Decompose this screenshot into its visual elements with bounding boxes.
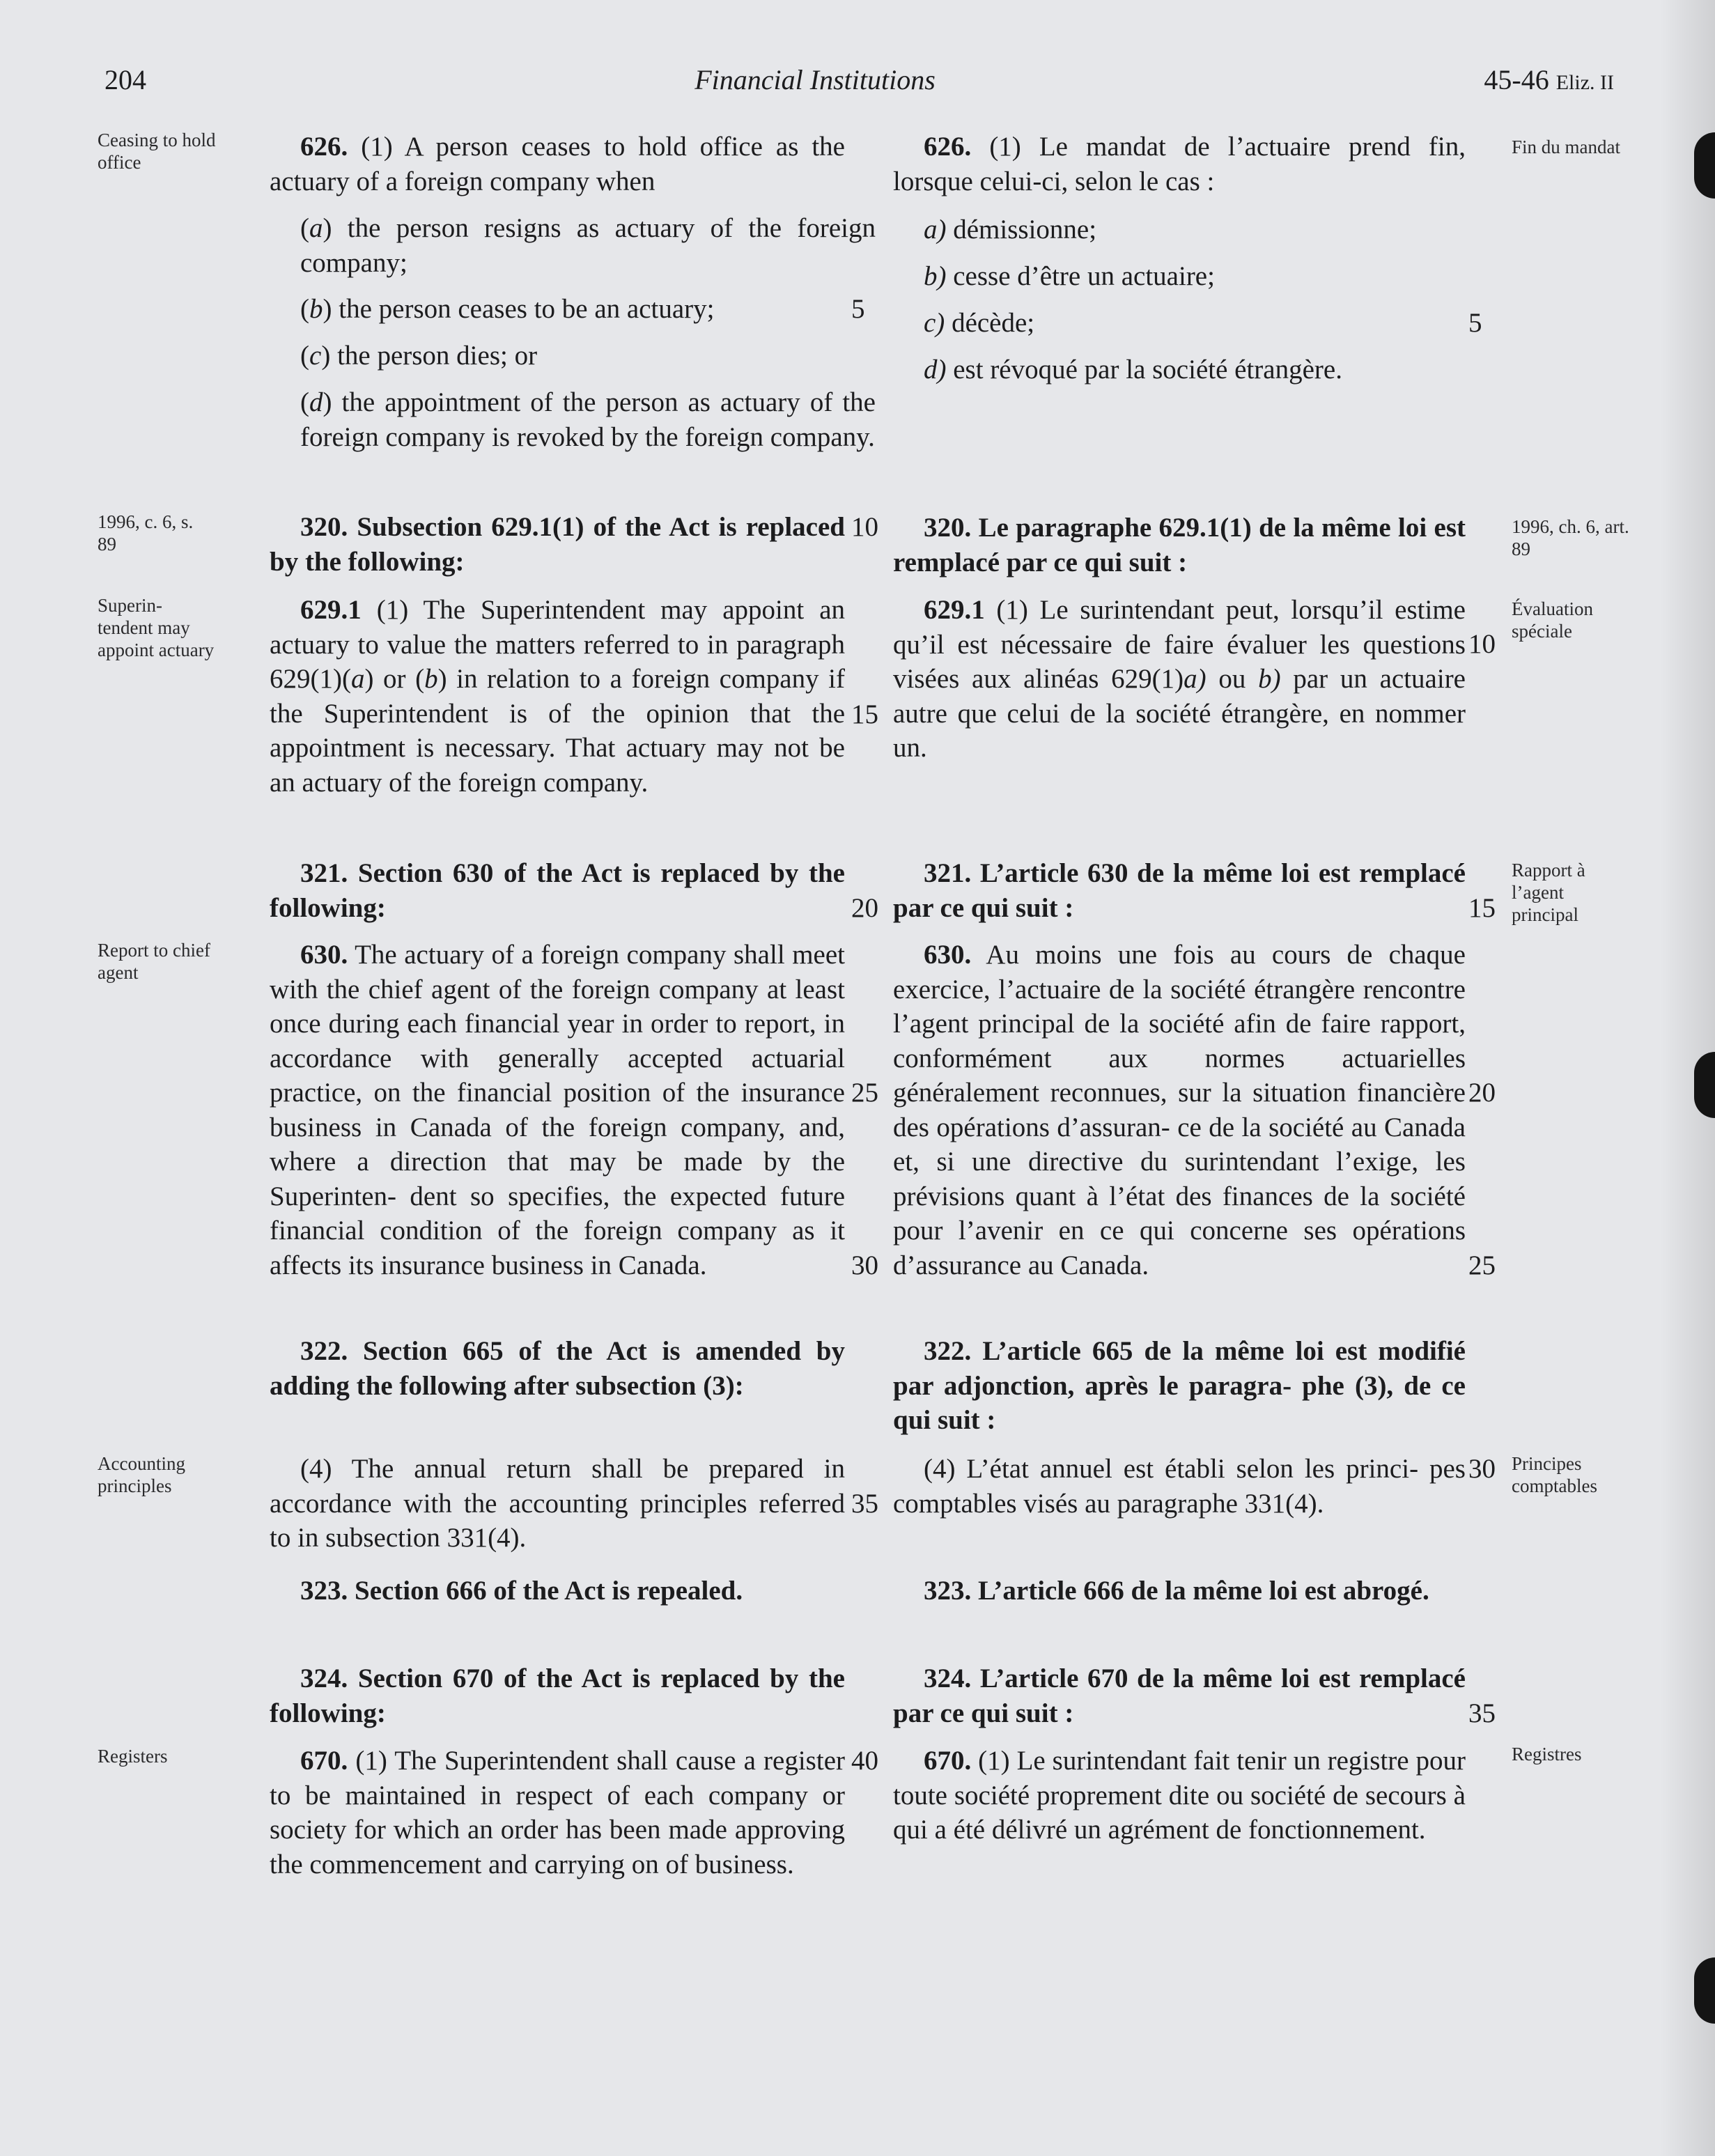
fr-heading-321: 321. L’article 630 de la même loi est remplacé par ce qui suit : (893, 858, 1466, 923)
en-heading-324: 324. Section 670 of the Act is replaced by the following: (270, 1663, 845, 1728)
en-626-item-c: (c) the person dies; or (300, 341, 538, 371)
line-number: 35 (851, 1489, 878, 1519)
line-number: 35 (1468, 1698, 1496, 1728)
fr-heading-324: 324. L’article 670 de la même loi est remplacé par ce qui suit : (893, 1663, 1466, 1728)
fr-629-1-text-part1: (1) Le surintendant peut, lorsqu’il estime qu’il est nécessaire de faire évaluer les questions visées aux alinéas 629(1) (893, 595, 1466, 694)
line-number: 20 (851, 893, 878, 923)
fr-section-626 (893, 130, 1466, 199)
line-number: 25 (1468, 1250, 1496, 1280)
fr-629-1-para-b: b) (1258, 664, 1281, 694)
line-number: 5 (1468, 308, 1482, 338)
fr-626-a-letter: a) (924, 215, 947, 245)
line-number: 30 (1468, 1454, 1496, 1484)
margin-note-accounting: Accounting principles (98, 1453, 185, 1496)
margin-note-1996-ch6: 1996, ch. 6, art. 89 (1512, 516, 1629, 559)
fr-section-629-1 (893, 593, 1466, 766)
margin-note-evaluation: Évaluation spéciale (1512, 598, 1593, 642)
fr-626-item-d (893, 352, 1496, 387)
en-heading-320: 320. Subsection 629.1(1) of the Act is replaced by the following: (270, 512, 845, 577)
margin-note-superintendent: Superin- tendent may appoint actuary (98, 595, 215, 660)
fr-subsection-665-4: (4) L’état annuel est établi selon les princi- pes comptables visés au paragraphe 331(4). (893, 1454, 1466, 1519)
fr-626-b-text: cesse d’être un actuaire; (946, 261, 1215, 291)
line-number: 15 (851, 699, 878, 729)
margin-note-registres: Registres (1512, 1744, 1582, 1765)
en-626-b-text: the person ceases to be an actuary; (332, 294, 715, 324)
en-626-a-text: the person resigns as actuary of the foreign company; (300, 213, 876, 278)
en-section-626-number: 626. (300, 132, 348, 162)
margin-note-report: Report to chief agent (98, 940, 210, 983)
en-626-c-letter: c (309, 341, 322, 371)
en-heading-321: 321. Section 630 of the Act is replaced by the following: (270, 858, 845, 923)
line-number: 5 (851, 294, 865, 324)
fr-626-b-letter: b) (924, 261, 947, 291)
en-section-629-1-number: 629.1 (300, 595, 362, 625)
fr-section-629-1-number: 629.1 (924, 595, 985, 625)
en-section-630-number: 630. (300, 940, 348, 970)
en-626-item-b: (b) the person ceases to be an actuary; (300, 294, 715, 324)
en-section-629-1 (270, 593, 845, 800)
fr-626-item-c (893, 306, 1496, 341)
en-629-1-para-a: a (350, 664, 365, 694)
en-section-670-text: (1) The Superintendent shall cause a register to be maintained in respect of each company or society for which an order has been made approving the commencement and carrying on of business. (270, 1746, 845, 1879)
session-number: 45-46 (1484, 64, 1556, 95)
en-629-1-text-part2: ) or ( (364, 664, 425, 694)
fr-section-626-intro: (1) Le mandat de l’actuaire prend fin, lorsque celui-ci, selon le cas : (893, 132, 1466, 196)
line-number: 20 (1468, 1078, 1496, 1108)
en-629-1-para-b: b (424, 664, 438, 694)
en-section-630-text: The actuary of a foreign company shall meet with the chief agent of the foreign company at least once during each financial year in order to report, in accordance with generally accepted actuarial practice, on the financial position of the insurance business in Canada of the foreign company, and, where a direction that may be made by the Superinten- dent so specifies, the expected future financial condition of the foreign company as it affects its insurance business in Canada. (270, 940, 845, 1280)
fr-section-670 (893, 1744, 1466, 1847)
line-number: 10 (1468, 629, 1496, 659)
fr-629-1-text-part2: ou (1206, 664, 1259, 694)
binder-hole-icon (1694, 1052, 1715, 1118)
en-626-a-letter: a (309, 213, 323, 243)
fr-629-1-text-part3: par un actuaire autre que celui de la société étrangère, en nommer un. (893, 664, 1466, 763)
en-heading-322: 322. Section 665 of the Act is amended by adding the following after subsection (3): (270, 1336, 845, 1401)
line-number: 15 (1468, 893, 1496, 923)
fr-629-1-para-a: a) (1184, 664, 1206, 694)
line-number: 25 (851, 1078, 878, 1108)
line-number: 10 (851, 512, 878, 542)
en-629-1-text-part1: (1) The Superintendent may appoint an actuary to value the matters referred to in paragraph 629(1)( (270, 595, 845, 694)
page-number: 204 (104, 64, 146, 95)
en-626-b-letter: b (309, 294, 323, 324)
en-section-670-number: 670. (300, 1746, 348, 1776)
margin-note-ceasing: Ceasing to hold office (98, 130, 216, 173)
margin-note-principes: Principes comptables (1512, 1453, 1597, 1496)
en-626-item-a: (a) the person resigns as actuary of the foreign company; (300, 213, 876, 278)
en-section-626 (270, 130, 845, 199)
margin-note-rapport: Rapport à l’agent principal (1512, 860, 1585, 925)
en-heading-323: 323. Section 666 of the Act is repealed. (300, 1576, 743, 1606)
fr-section-670-number: 670. (924, 1746, 972, 1776)
en-626-d-text: the appointment of the person as actuary of the foreign company is revoked by the foreign company. (300, 387, 876, 452)
margin-note-fin-du-mandat: Fin du mandat (1512, 137, 1620, 157)
fr-626-item-b (893, 259, 1496, 294)
fr-section-670-text: (1) Le surintendant fait tenir un registre pour toute société proprement dite ou société de secours à qui a été délivré un agrément de fonctionnement. (893, 1746, 1466, 1845)
fr-heading-320: 320. Le paragraphe 629.1(1) de la même loi est remplacé par ce qui suit : (893, 513, 1466, 577)
fr-626-c-text: décède; (945, 308, 1035, 338)
en-section-626-intro: (1) A person ceases to hold office as the actuary of a foreign company when (270, 132, 845, 196)
en-section-670 (270, 1744, 845, 1882)
fr-626-c-letter: c) (924, 308, 945, 338)
margin-note-1996-c6: 1996, c. 6, s. 89 (98, 511, 194, 554)
en-subsection-665-4: (4) The annual return shall be prepared in accordance with the accounting principles referred to in subsection 331(4). (270, 1454, 845, 1553)
running-title: Financial Institutions (694, 64, 936, 95)
line-number: 30 (851, 1250, 878, 1280)
fr-626-a-text: démissionne; (946, 215, 1097, 245)
binder-hole-icon (1694, 132, 1715, 199)
fr-section-630-text: Au moins une fois au cours de chaque exercice, l’actuaire de la société étrangère rencontre l’agent principal de la société afin de faire rapport, conformément aux normes actuarielles généralement reconnues, sur la situation financière des opérations d’assuran- ce de la société au Canada et, si une directive du surintendant l’exige, les prévisions quant à l’état des finances de la société pour l’avenir en ce qui concerne ses opérations d’assurance au Canada. (893, 940, 1466, 1280)
line-number: 40 (851, 1746, 878, 1776)
fr-section-630-number: 630. (924, 940, 972, 970)
en-629-1-text-part3: ) in relation to a foreign company if the Superintendent is of the opinion that the appointment is necessary. That actuary may not be an actuary of the foreign company. (270, 664, 845, 798)
fr-section-630 (893, 938, 1466, 1282)
session-regnal: Eliz. II (1555, 71, 1614, 94)
fr-626-item-a (893, 212, 1496, 247)
fr-section-626-number: 626. (924, 132, 972, 162)
session-reference (1484, 63, 1614, 100)
binder-hole-icon (1694, 1957, 1715, 2024)
en-626-item-d: (d) the appointment of the person as actuary of the foreign company is revoked by the foreign company. (300, 387, 876, 452)
margin-note-registers: Registers (98, 1746, 168, 1767)
en-section-630 (270, 938, 845, 1282)
fr-heading-323: 323. L’article 666 de la même loi est abrogé. (924, 1576, 1429, 1606)
en-626-d-letter: d (309, 387, 323, 417)
fr-heading-322: 322. L’article 665 de la même loi est modifié par adjonction, après le paragra- phe (3), de ce qui suit : (893, 1336, 1466, 1435)
fr-626-d-text: est révoqué par la société étrangère. (946, 355, 1342, 385)
en-626-c-text: the person dies; or (330, 341, 538, 371)
fr-626-d-letter: d) (924, 355, 947, 385)
